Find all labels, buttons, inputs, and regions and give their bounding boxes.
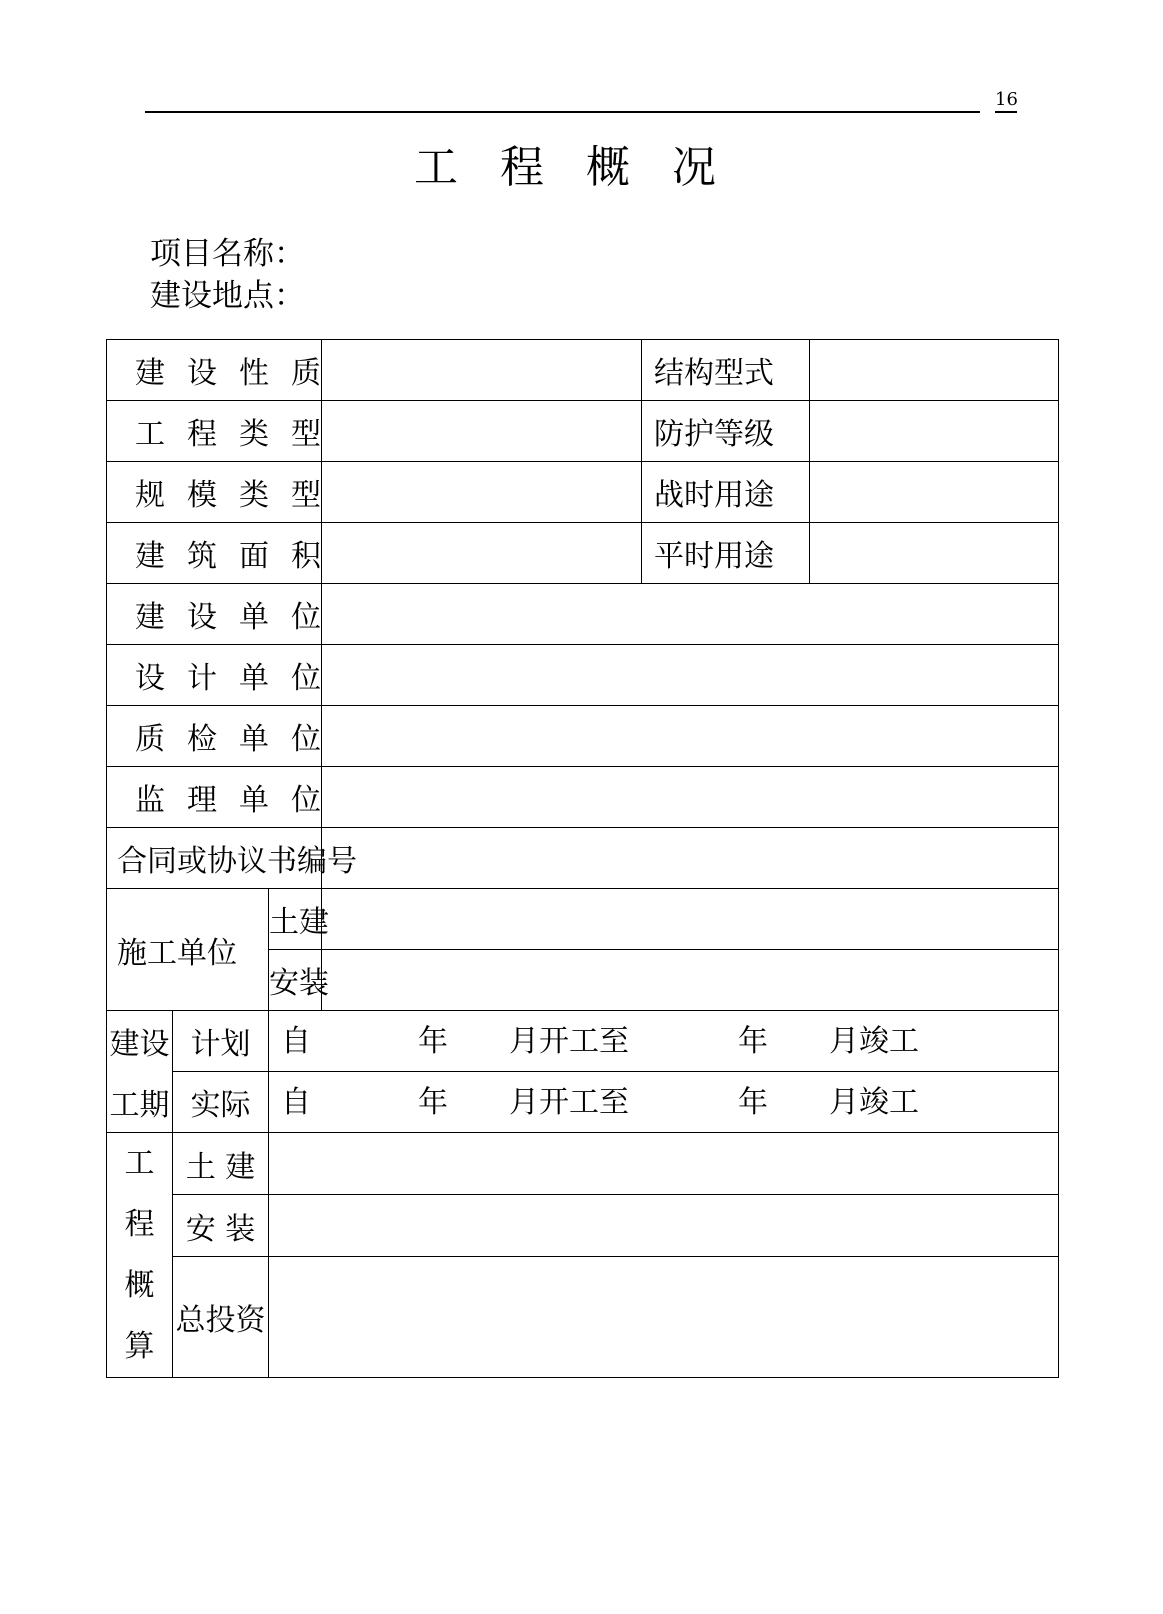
- budget-total-field[interactable]: [269, 1257, 1059, 1378]
- project-overview-table: [106, 339, 1059, 1378]
- table-row: [107, 889, 1059, 950]
- peacetime-use-label: 平时用途: [642, 523, 810, 584]
- budget-label-char: 程: [124, 1207, 155, 1242]
- period-actual-field[interactable]: [269, 1072, 1059, 1133]
- period-planned-label: 计划: [173, 1011, 269, 1072]
- contract-no-label: 合同或协议书编号: [107, 828, 322, 889]
- table-row: [107, 767, 1059, 828]
- page-number-underline: [995, 111, 1017, 113]
- budget-total-label: 总投资: [173, 1257, 269, 1378]
- planned-start-to-text: 月开工至: [509, 1024, 629, 1059]
- building-area-field[interactable]: [322, 523, 642, 584]
- header-rule: [145, 111, 980, 113]
- structure-type-field[interactable]: [810, 340, 1059, 401]
- page-number: 16: [995, 89, 1018, 110]
- planned-from-text: 自: [281, 1024, 311, 1059]
- supervision-unit-label: 监理单位: [107, 767, 322, 828]
- planned-completed-text: 月竣工: [829, 1024, 919, 1059]
- budget-label-char: 概: [124, 1268, 155, 1303]
- table-row: [107, 1257, 1059, 1378]
- peacetime-use-field[interactable]: [810, 523, 1059, 584]
- table-row: [107, 1195, 1059, 1257]
- budget-install-field[interactable]: [269, 1195, 1059, 1257]
- page-title: 工程概况: [414, 142, 758, 193]
- project-type-label: 工程类型: [107, 401, 322, 462]
- project-name-label: 项目名称：: [150, 236, 305, 272]
- table-row: [107, 340, 1059, 401]
- project-type-field[interactable]: [322, 401, 642, 462]
- construction-company-install-field[interactable]: [322, 950, 1059, 1011]
- table-row: [107, 462, 1059, 523]
- design-unit-label: 设计单位: [107, 645, 322, 706]
- construction-unit-field[interactable]: [322, 584, 1059, 645]
- wartime-use-label: 战时用途: [642, 462, 810, 523]
- protection-level-field[interactable]: [810, 401, 1059, 462]
- supervision-unit-field[interactable]: [322, 767, 1059, 828]
- table-row: [107, 401, 1059, 462]
- planned-year2-text: 年: [738, 1024, 768, 1059]
- planned-year-text: 年: [418, 1024, 448, 1059]
- structure-type-label: 结构型式: [642, 340, 810, 401]
- period-label-line1: 建设: [107, 1011, 173, 1072]
- protection-level-label: 防护等级: [642, 401, 810, 462]
- budget-label-char: 工: [124, 1146, 155, 1181]
- table-row: [107, 1072, 1059, 1133]
- table-row: [107, 645, 1059, 706]
- construction-unit-label: 建设单位: [107, 584, 322, 645]
- period-label-line2: 工期: [107, 1072, 173, 1133]
- budget-civil-field[interactable]: [269, 1133, 1059, 1195]
- table-row: [107, 706, 1059, 767]
- quality-unit-field[interactable]: [322, 706, 1059, 767]
- design-unit-field[interactable]: [322, 645, 1059, 706]
- construction-company-label: 施工单位: [107, 889, 269, 1011]
- construction-nature-field[interactable]: [322, 340, 642, 401]
- construction-nature-label: 建设性质: [107, 340, 322, 401]
- budget-label: [107, 1133, 173, 1378]
- wartime-use-field[interactable]: [810, 462, 1059, 523]
- table-row: [107, 584, 1059, 645]
- actual-year-text: 年: [418, 1085, 448, 1120]
- period-actual-label: 实际: [173, 1072, 269, 1133]
- scale-type-field[interactable]: [322, 462, 642, 523]
- actual-start-to-text: 月开工至: [509, 1085, 629, 1120]
- budget-install-label: 安 装: [173, 1195, 269, 1257]
- actual-year2-text: 年: [738, 1085, 768, 1120]
- actual-from-text: 自: [281, 1085, 311, 1120]
- actual-completed-text: 月竣工: [829, 1085, 919, 1120]
- scale-type-label: 规模类型: [107, 462, 322, 523]
- construction-company-install-label: 安装: [269, 950, 322, 1011]
- construction-company-civil-field[interactable]: [322, 889, 1059, 950]
- location-label: 建设地点：: [150, 278, 305, 314]
- contract-no-field[interactable]: [322, 828, 1059, 889]
- table-row: [107, 523, 1059, 584]
- building-area-label: 建筑面积: [107, 523, 322, 584]
- budget-label-char: 算: [124, 1329, 155, 1364]
- budget-civil-label: 土 建: [173, 1133, 269, 1195]
- quality-unit-label: 质检单位: [107, 706, 322, 767]
- table-row: [107, 1133, 1059, 1195]
- table-row: [107, 828, 1059, 889]
- table-row: [107, 1011, 1059, 1072]
- period-planned-field[interactable]: [269, 1011, 1059, 1072]
- construction-company-civil-label: 土建: [269, 889, 322, 950]
